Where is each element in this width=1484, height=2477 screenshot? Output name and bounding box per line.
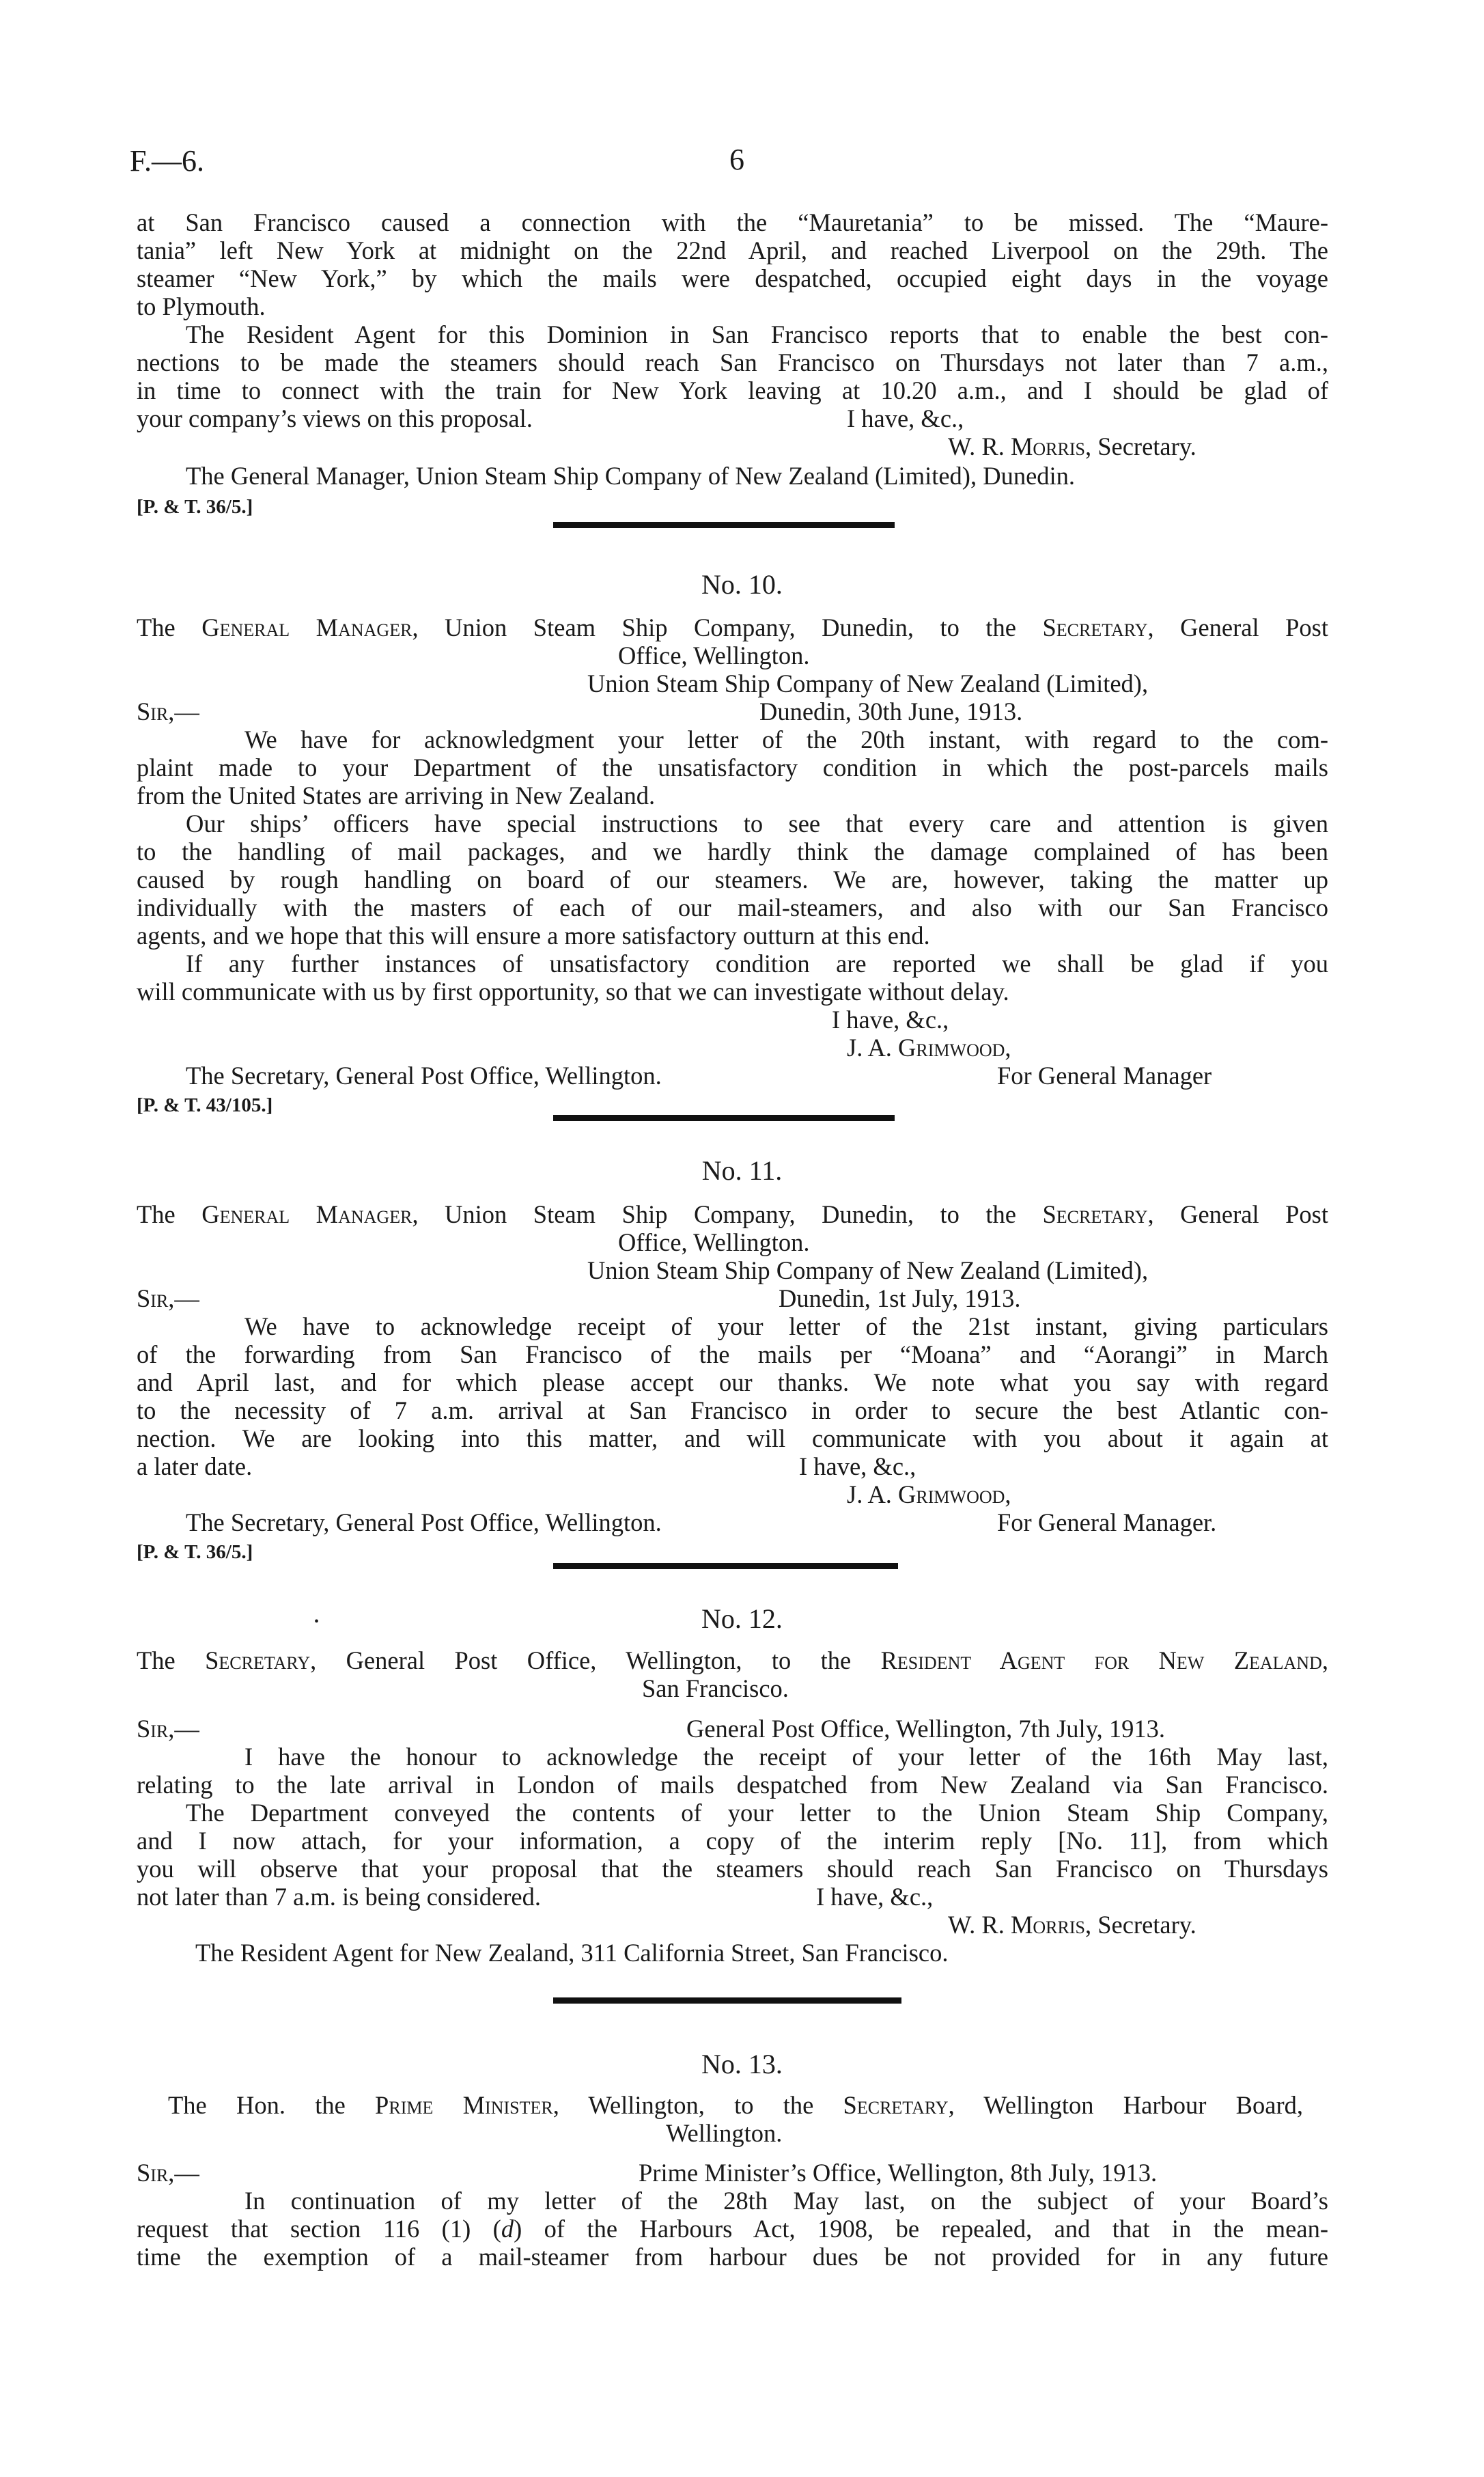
text-line: plaint made to your Department of the unsatisfactory condition in which the post-parcels mails bbox=[137, 753, 1328, 781]
letter-number: No. 11. bbox=[701, 1155, 783, 1186]
text-line: from the United States are arriving in New Zealand. bbox=[137, 781, 656, 809]
text-line: The Resident Agent for this Dominion in San Francisco reports that to enable the best con- bbox=[186, 320, 1328, 348]
text-line: individually with the masters of each of our mail-steamers, and also with our San Francisco bbox=[137, 894, 1328, 922]
letter-number: No. 10. bbox=[701, 569, 783, 600]
text-line: at San Francisco caused a connection with the “Mauretania” to be missed. The “Maure- bbox=[137, 208, 1328, 236]
text-line: If any further instances of unsatisfactory condition are reported we shall be glad if you bbox=[186, 950, 1328, 978]
salutation: Sir,— bbox=[137, 697, 199, 725]
closing: I have, &c., bbox=[799, 1452, 916, 1480]
addressee: The Resident Agent for New Zealand, 311 California Street, San Francisco. bbox=[195, 1939, 949, 1967]
letter-heading: The Hon. the Prime Minister, Wellington, to the Secretary, Wellington Harbour Board, bbox=[168, 2091, 1303, 2119]
text-line: a later date. bbox=[137, 1452, 253, 1480]
bullet-icon: • bbox=[314, 1614, 320, 1629]
section-divider bbox=[553, 1563, 898, 1569]
letter-number: No. 12. bbox=[701, 1603, 783, 1634]
text-line: time the exemption of a mail-steamer from harbour dues be not provided for in any future bbox=[137, 2243, 1328, 2271]
sender-address: Union Steam Ship Company of New Zealand (Limited), bbox=[587, 669, 1149, 697]
file-reference: [P. & T. 36/5.] bbox=[137, 496, 253, 518]
file-reference: [P. & T. 36/5.] bbox=[137, 1541, 253, 1563]
closing: I have, &c., bbox=[816, 1883, 934, 1911]
text-line: you will observe that your proposal that the steamers should reach San Francisco on Thursdays bbox=[137, 1855, 1328, 1883]
letter-date: General Post Office, Wellington, 7th July, 1913. bbox=[686, 1715, 1165, 1743]
text-line: will communicate with us by first opportunity, so that we can investigate without delay. bbox=[137, 978, 1009, 1006]
text-line: and April last, and for which please accept our thanks. We note what you say with regard bbox=[137, 1368, 1328, 1396]
section-divider bbox=[553, 522, 895, 528]
signature: J. A. Grimwood, bbox=[847, 1034, 1011, 1062]
letter-heading: The General Manager, Union Steam Ship Company, Dunedin, to the Secretary, General Post bbox=[137, 1200, 1329, 1228]
text-line: Our ships’ officers have special instructions to see that every care and attention is given bbox=[186, 809, 1328, 838]
text-line: In continuation of my letter of the 28th May last, on the subject of your Board’s bbox=[244, 2187, 1328, 2215]
addressee: The Secretary, General Post Office, Wellington. bbox=[186, 1508, 662, 1536]
letter-date: Dunedin, 30th June, 1913. bbox=[759, 697, 1023, 725]
signature: J. A. Grimwood, bbox=[847, 1480, 1011, 1508]
addressee: The Secretary, General Post Office, Wellington. bbox=[186, 1062, 662, 1090]
text-line: your company’s views on this proposal. bbox=[137, 404, 533, 432]
text-line: of the forwarding from San Francisco of the mails per “Moana” and “Aorangi” in March bbox=[137, 1340, 1328, 1368]
letter-heading: Office, Wellington. bbox=[618, 1228, 810, 1256]
text-line: to Plymouth. bbox=[137, 292, 266, 320]
text-line: request that section 116 (1) (d) of the Harbours Act, 1908, be repealed, and that in the mean- bbox=[137, 2215, 1328, 2243]
text-line: caused by rough handling on board of our steamers. We are, however, taking the matter up bbox=[137, 866, 1328, 894]
page-header-left: F.—6. bbox=[130, 144, 204, 178]
text-line: nections to be made the steamers should reach San Francisco on Thursdays not later than 7 a.m., bbox=[137, 348, 1328, 376]
salutation: Sir,— bbox=[137, 2159, 199, 2187]
letter-heading: The General Manager, Union Steam Ship Company, Dunedin, to the Secretary, General Post bbox=[137, 613, 1329, 641]
signature-title: For General Manager. bbox=[997, 1508, 1217, 1536]
signature: W. R. Morris, Secretary. bbox=[948, 1911, 1196, 1939]
closing: I have, &c., bbox=[832, 1006, 949, 1034]
text-line: We have for acknowledgment your letter of the 20th instant, with regard to the com- bbox=[244, 725, 1328, 753]
letter-number: No. 13. bbox=[701, 2049, 783, 2079]
text-line: not later than 7 a.m. is being considered. bbox=[137, 1883, 541, 1911]
letter-heading: The Secretary, General Post Office, Wellington, to the Resident Agent for New Zealand, bbox=[137, 1646, 1328, 1674]
text-line: tania” left New York at midnight on the 22nd April, and reached Liverpool on the 29th. The bbox=[137, 236, 1328, 264]
text-line: to the necessity of 7 a.m. arrival at San Francisco in order to secure the best Atlantic con- bbox=[137, 1396, 1328, 1424]
text-line: agents, and we hope that this will ensure a more satisfactory outturn at this end. bbox=[137, 922, 930, 950]
letter-date: Dunedin, 1st July, 1913. bbox=[779, 1284, 1021, 1312]
text-line: and I now attach, for your information, a copy of the interim reply [No. 11], from which bbox=[137, 1827, 1328, 1855]
signature: W. R. Morris, Secretary. bbox=[948, 432, 1196, 460]
letter-heading: Wellington. bbox=[666, 2119, 783, 2147]
text-line: in time to connect with the train for New York leaving at 10.20 a.m., and I should be glad of bbox=[137, 376, 1328, 404]
salutation: Sir,— bbox=[137, 1715, 199, 1743]
sender-address: Union Steam Ship Company of New Zealand (Limited), bbox=[587, 1256, 1149, 1284]
letter-date: Prime Minister’s Office, Wellington, 8th July, 1913. bbox=[639, 2159, 1158, 2187]
letter-heading: Office, Wellington. bbox=[618, 641, 810, 669]
salutation: Sir,— bbox=[137, 1284, 199, 1312]
signature-title: For General Manager bbox=[997, 1062, 1212, 1090]
text-line: nection. We are looking into this matter, and will communicate with you about it again at bbox=[137, 1424, 1328, 1452]
text-line: steamer “New York,” by which the mails were despatched, occupied eight days in the voyage bbox=[137, 264, 1328, 292]
text-line: to the handling of mail packages, and we hardly think the damage complained of has been bbox=[137, 838, 1328, 866]
text-line: I have the honour to acknowledge the receipt of your letter of the 16th May last, bbox=[244, 1743, 1328, 1771]
text-line: The Department conveyed the contents of your letter to the Union Steam Ship Company, bbox=[186, 1799, 1328, 1827]
text-line: We have to acknowledge receipt of your letter of the 21st instant, giving particulars bbox=[244, 1312, 1328, 1340]
page-number: 6 bbox=[729, 143, 744, 176]
text-line: relating to the late arrival in London of mails despatched from New Zealand via San Francisco. bbox=[137, 1771, 1328, 1799]
section-divider bbox=[553, 1115, 895, 1121]
closing: I have, &c., bbox=[847, 404, 964, 432]
letter-heading: San Francisco. bbox=[642, 1674, 789, 1702]
addressee: The General Manager, Union Steam Ship Company of New Zealand (Limited), Dunedin. bbox=[186, 462, 1076, 490]
section-divider bbox=[553, 1997, 901, 2004]
file-reference: [P. & T. 43/105.] bbox=[137, 1094, 273, 1116]
